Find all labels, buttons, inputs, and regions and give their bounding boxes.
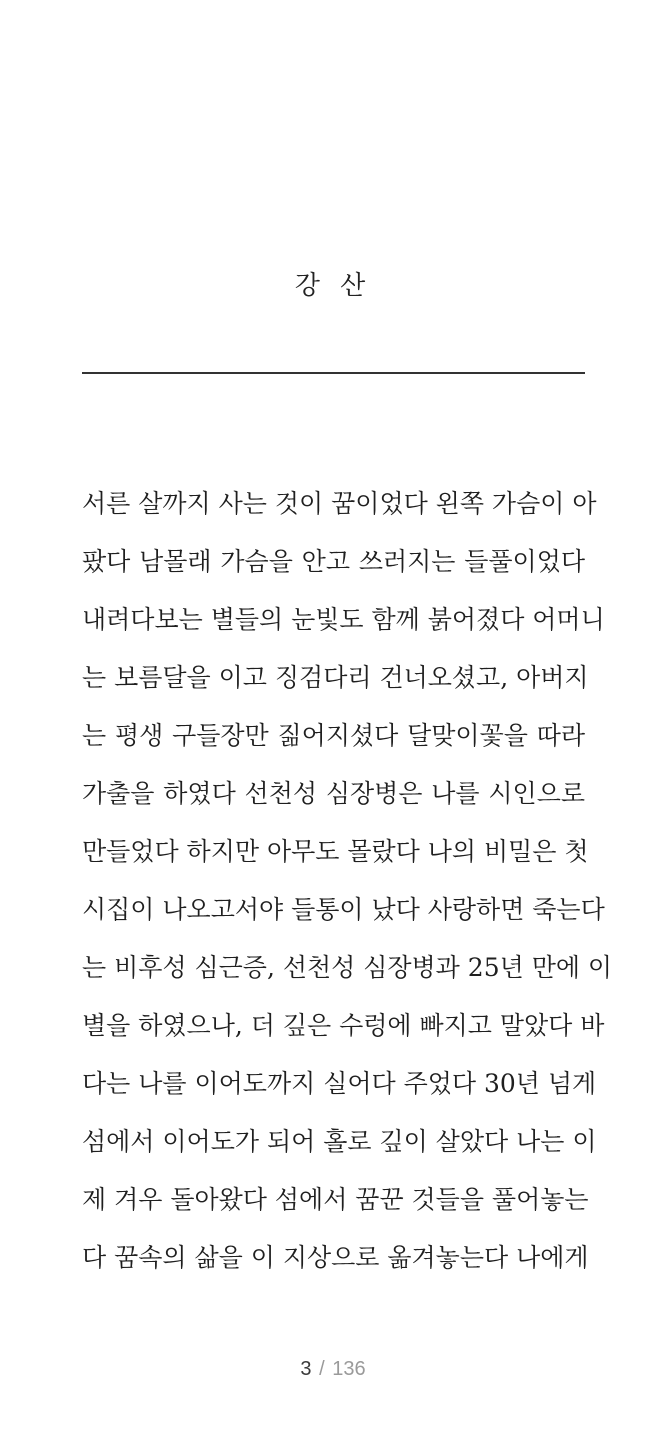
text-line: 섬에서 이어도가 되어 홀로 깊이 살았다 나는 이 — [82, 1127, 597, 1156]
text-line: 내려다보는 별들의 눈빛도 함께 붉어졌다 어머니 — [82, 605, 605, 634]
total-page-count: 136 — [332, 1358, 366, 1380]
text-line: 는 평생 구들장만 짊어지셨다 달맞이꽃을 따라 — [82, 721, 585, 750]
text-line: 제 겨우 돌아왔다 섬에서 꿈꾼 것들을 풀어놓는 — [82, 1185, 589, 1214]
text-line: 팠다 남몰래 가슴을 안고 쓰러지는 들풀이었다 — [82, 547, 585, 576]
text-line: 다 꿈속의 삶을 이 지상으로 옮겨놓는다 나에게 — [82, 1243, 589, 1272]
text-line: 는 보름달을 이고 징검다리 건너오셨고, 아버지 — [82, 663, 589, 692]
page-separator: / — [319, 1358, 325, 1380]
body-text — [82, 484, 613, 1296]
text-line: 서른 살까지 사는 것이 꿈이었다 왼쪽 가슴이 아 — [82, 489, 597, 518]
chapter-title: 강 산 — [294, 271, 372, 301]
current-page-number: 3 — [300, 1358, 312, 1380]
page-indicator — [0, 1358, 666, 1381]
text-line: 만들었다 하지만 아무도 몰랐다 나의 비밀은 첫 — [82, 837, 589, 866]
title-divider — [82, 372, 585, 374]
text-line: 가출을 하였다 선천성 심장병은 나를 시인으로 — [82, 779, 585, 808]
text-line: 시집이 나오고서야 들통이 났다 사랑하면 죽는다 — [82, 895, 605, 924]
text-line: 는 비후성 심근증, 선천성 심장병과 25년 만에 이 — [82, 953, 613, 982]
text-line: 별을 하였으나, 더 깊은 수렁에 빠지고 말았다 바 — [82, 1011, 605, 1040]
text-line: 다는 나를 이어도까지 실어다 주었다 30년 넘게 — [82, 1069, 597, 1098]
